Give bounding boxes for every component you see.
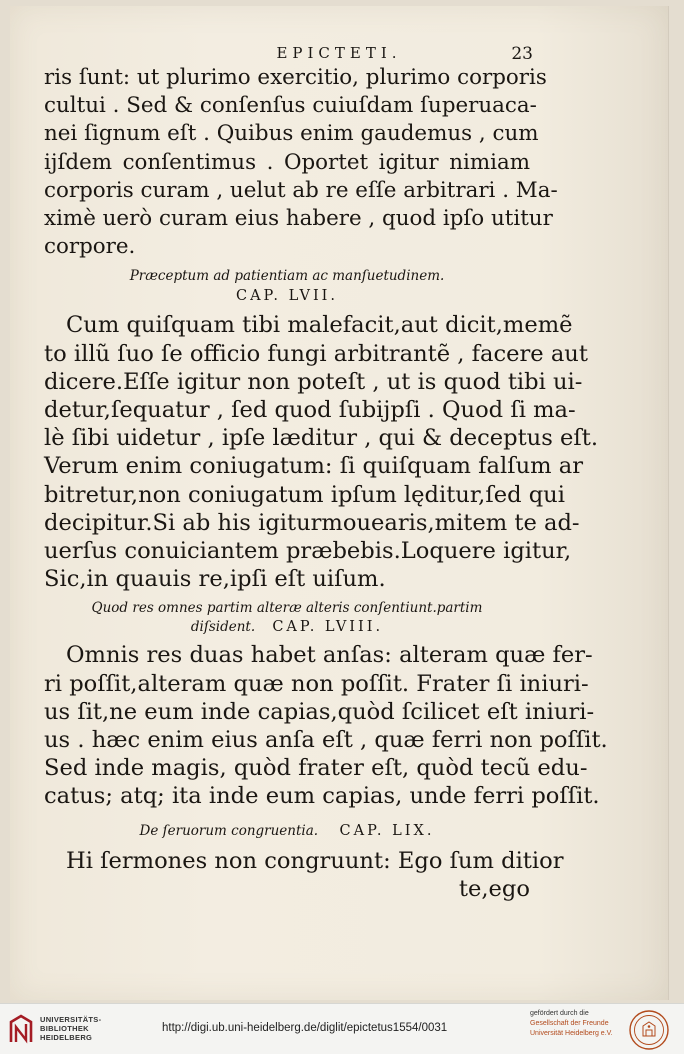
- text-line: Omnis res duas habet anſas: alteram quæ fer-: [66, 642, 593, 669]
- chapter-58-number: CAP. LVIII.: [272, 619, 384, 636]
- text-line: dicere.Eſſe igitur non poteſt , ut is quod tibi ui-: [44, 368, 583, 395]
- text-line: decipitur.Si ab his igiturmouearis,mitem te ad-: [44, 509, 580, 536]
- text-line: nei ſignum eſt . Quibus enim gaudemus , cum: [44, 121, 539, 147]
- sponsor-org-line: Gesellschaft der Freunde: [530, 1020, 609, 1027]
- university-seal-icon: [628, 1009, 670, 1051]
- text-line: ris ſunt: ut plurimo exercitio, plurimo corporis: [44, 65, 547, 90]
- paragraph-1: [44, 64, 558, 261]
- text-line: Sed inde magis, quòd frater eſt, quòd tecũ edu-: [44, 755, 588, 782]
- library-name-line: HEIDELBERG: [40, 1033, 93, 1042]
- chapter-59-title: De ſeruorum congruentia.: [139, 822, 319, 839]
- sponsor-intro: gefördert durch die: [530, 1010, 589, 1017]
- text-line: corporis curam , uelut ab re eſſe arbitrari . Ma-: [44, 177, 558, 203]
- text-line: cultui . Sed & conſenſus cuiuſdam ſuperuaca-: [44, 93, 537, 119]
- text-line: us . hæc enim eius anſa eſt , quæ ferri non poſſit.: [44, 727, 608, 754]
- chapter-59-number: CAP. LIX.: [339, 822, 435, 839]
- text-line: us ſit,ne eum inde capias,quòd ſcilicet eſt iniuri-: [44, 698, 595, 725]
- library-logo-icon[interactable]: [8, 1012, 34, 1046]
- text-line: ximè uerò curam eius habere , quod ipſo utitur: [44, 206, 553, 232]
- text-line: ri poſſit,alteram quæ non poſſit. Frater ſi iniuri-: [44, 670, 589, 697]
- chapter-59-heading: [44, 821, 530, 841]
- text-line: Verum enim coniugatum: ſi quiſquam falſum ar: [44, 453, 584, 480]
- chapter-59-text: [44, 847, 564, 903]
- catchword-line: te,ego: [458, 875, 530, 902]
- text-line: lè ſibi uidetur , ipſe læditur , qui & deceptus eſt.: [44, 425, 598, 452]
- text-line: detur,ſequatur , ſed quod ſubijpſi . Quod ſi ma-: [44, 397, 576, 424]
- text-line: ijſdem conſentimus . Oportet igitur nimiam: [44, 149, 530, 175]
- chapter-58-text: [44, 641, 608, 810]
- text-line: Cum quiſquam tibi malefacit,aut dicit,memẽ: [66, 312, 573, 339]
- chapter-58-heading-line2: [44, 617, 530, 637]
- text-line: uerſus conuiciantem præbebis.Loquere igitur,: [44, 538, 572, 565]
- library-name-line: UNIVERSITÄTS-: [40, 1015, 102, 1024]
- running-head: EPICTETI.: [276, 44, 402, 62]
- sponsor-credit[interactable]: [530, 1009, 613, 1039]
- chapter-57-heading: Præceptum ad patientiam ac manſuetudinem.: [129, 268, 445, 285]
- text-line: to illũ ſuo ſe officio fungi arbitrantẽ , facere aut: [44, 340, 588, 367]
- text-line: Hi ſermones non congruunt: Ego ſum ditior: [66, 847, 564, 874]
- viewer-footer: [0, 1003, 684, 1054]
- sponsor-org-line: Universität Heidelberg e.V.: [530, 1030, 613, 1037]
- chapter-58-heading-end: diſsident.: [190, 619, 256, 636]
- library-name-line: BIBLIOTHEK: [40, 1024, 89, 1033]
- page-number: 23: [511, 44, 533, 64]
- page-text: [44, 64, 608, 903]
- text-line: catus; atq; ita inde eum capias, unde ferri poſſit.: [44, 783, 600, 810]
- text-line: Sic,in quauis re,ipſi eſt uiſum.: [44, 566, 386, 593]
- chapter-58-heading: Quod res omnes partim alteræ alteris conſentiunt.partim: [91, 600, 483, 617]
- chapter-57-text: [44, 311, 598, 593]
- library-name[interactable]: [40, 1015, 101, 1042]
- text-line: bitretur,non coniugatum ipſum lęditur,ſed qui: [44, 481, 565, 508]
- book-page: [10, 6, 669, 1000]
- permalink-url[interactable]: http://digi.ub.uni-heidelberg.de/diglit/epictetus1554/0031: [162, 1022, 448, 1034]
- text-line: corpore.: [44, 234, 136, 260]
- chapter-57-number: CAP. LVII.: [235, 288, 339, 305]
